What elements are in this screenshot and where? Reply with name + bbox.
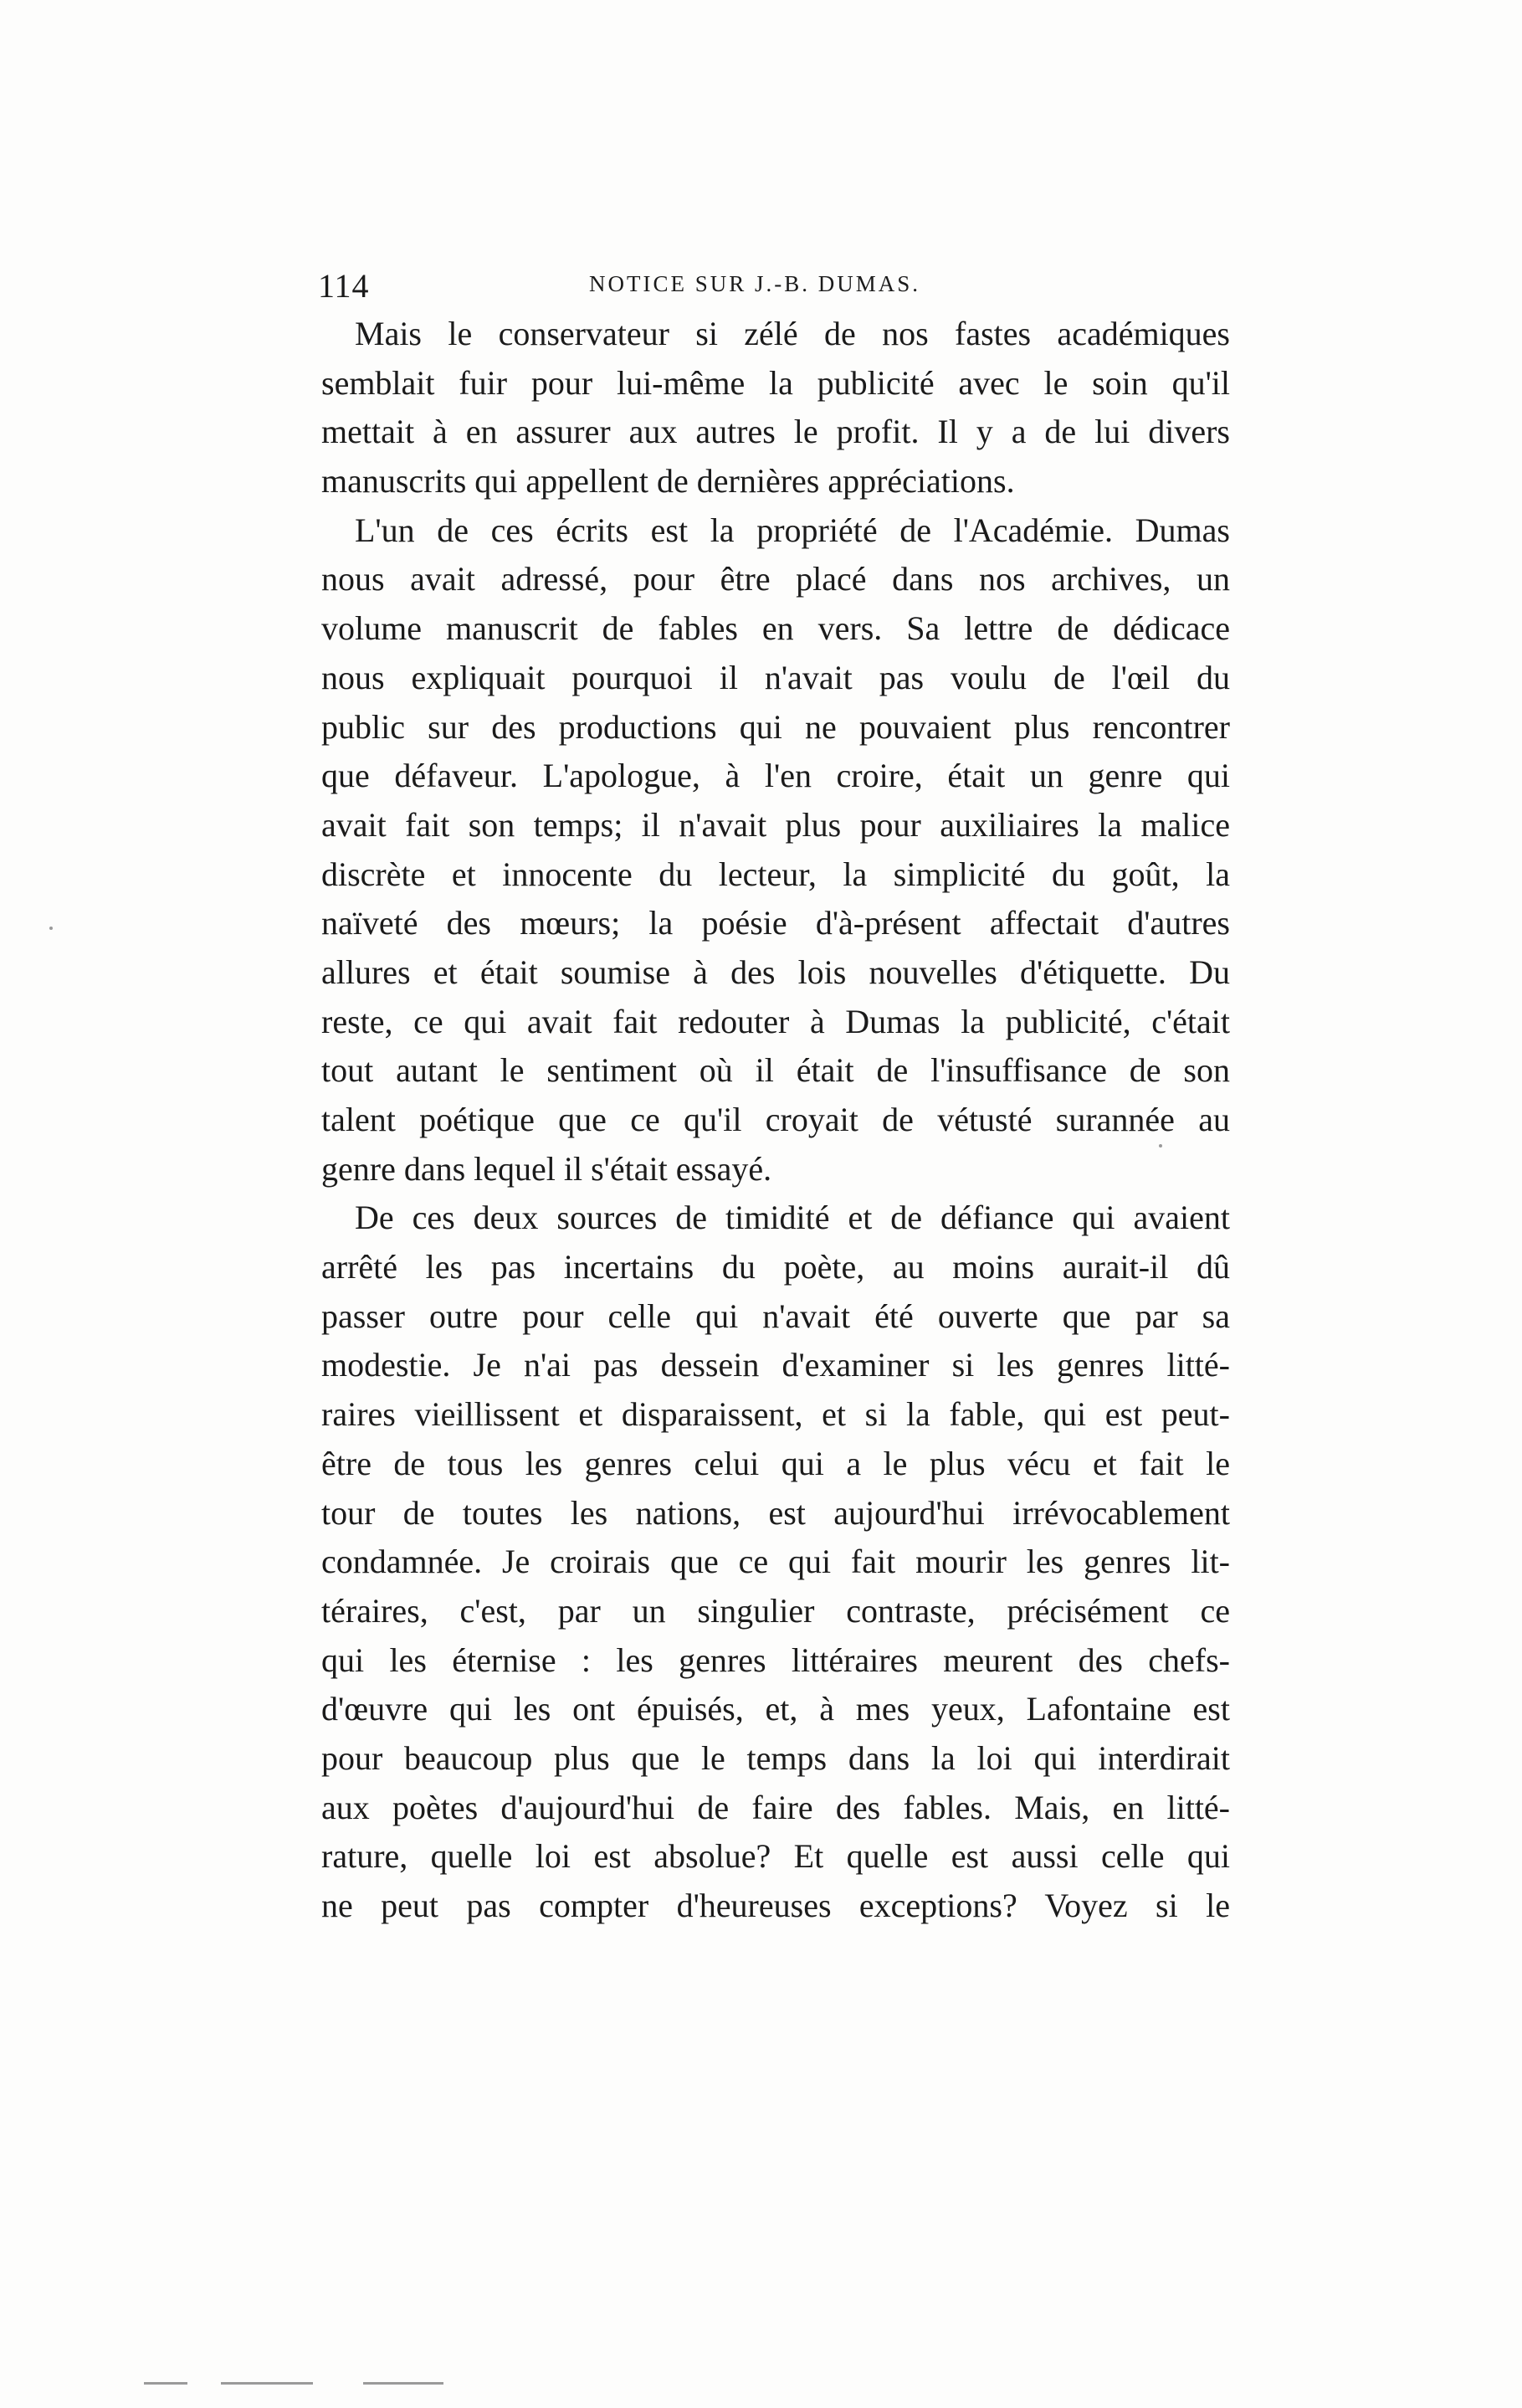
text-line: modestie. Je n'ai pas dessein d'examiner si les genres litté- bbox=[321, 1346, 1230, 1384]
text-line: d'œuvre qui les ont épuisés, et, à mes yeux, Lafontaine est bbox=[321, 1690, 1230, 1728]
text-line: allures et était soumise à des lois nouvelles d'étiquette. Du bbox=[321, 952, 1230, 991]
page-number: 114 bbox=[318, 267, 370, 305]
running-head-title: NOTICE SUR J.-B. DUMAS. bbox=[589, 271, 921, 296]
body-text bbox=[321, 310, 1230, 1931]
scan-mark bbox=[363, 2382, 443, 2385]
text-line: public sur des productions qui ne pouvaient plus rencontrer bbox=[321, 707, 1230, 746]
text-line: qui les éternise : les genres littéraires meurent des chefs- bbox=[321, 1640, 1230, 1679]
text-line: condamnée. Je croirais que ce qui fait mourir les genres lit- bbox=[321, 1543, 1230, 1581]
text-line: mettait à en assurer aux autres le profit. Il y a de lui divers bbox=[321, 413, 1230, 451]
text-line: De ces deux sources de timidité et de défiance qui avaient bbox=[355, 1199, 1230, 1237]
text-line: rature, quelle loi est absolue? Et quelle est aussi celle qui bbox=[321, 1837, 1230, 1876]
text-line: être de tous les genres celui qui a le plus vécu et fait le bbox=[321, 1444, 1230, 1482]
text-line: pour beaucoup plus que le temps dans la loi qui interdirait bbox=[321, 1738, 1230, 1777]
text-line: L'un de ces écrits est la propriété de l'Académie. Dumas bbox=[355, 511, 1230, 549]
text-line: arrêté les pas incertains du poète, au moins aurait-il dû bbox=[321, 1248, 1230, 1286]
scan-mark bbox=[144, 2382, 187, 2385]
text-line: naïveté des mœurs; la poésie d'à-présent affectait d'autres bbox=[321, 904, 1230, 942]
scan-mark bbox=[221, 2382, 313, 2385]
running-head bbox=[318, 266, 1230, 308]
text-line: raires vieillissent et disparaissent, et si la fable, qui est peut- bbox=[321, 1395, 1230, 1434]
scan-edge-marks bbox=[144, 2382, 445, 2385]
text-line: tout autant le sentiment où il était de l'insuffisance de son bbox=[321, 1051, 1230, 1090]
text-line: semblait fuir pour lui-même la publicité avec le soin qu'il bbox=[321, 363, 1230, 402]
text-line: téraires, c'est, par un singulier contraste, précisément ce bbox=[321, 1591, 1230, 1630]
text-line: volume manuscrit de fables en vers. Sa lettre de dédicace bbox=[321, 609, 1230, 648]
text-line: aux poètes d'aujourd'hui de faire des fables. Mais, en litté- bbox=[321, 1788, 1230, 1826]
text-line: que défaveur. L'apologue, à l'en croire, était un genre qui bbox=[321, 757, 1230, 795]
text-line: tour de toutes les nations, est aujourd'hui irrévocablement bbox=[321, 1493, 1230, 1532]
text-line: genre dans lequel il s'était essayé. bbox=[321, 1149, 772, 1188]
text-line: passer outre pour celle qui n'avait été ouverte que par sa bbox=[321, 1296, 1230, 1335]
paper-speck bbox=[49, 927, 53, 930]
text-line: discrète et innocente du lecteur, la simplicité du goût, la bbox=[321, 855, 1230, 893]
text-line: manuscrits qui appellent de dernières appréciations. bbox=[321, 462, 1015, 501]
text-line: ne peut pas compter d'heureuses exceptions? Voyez si le bbox=[321, 1887, 1230, 1924]
text-line: nous avait adressé, pour être placé dans nos archives, un bbox=[321, 560, 1230, 598]
paper-speck bbox=[1159, 1144, 1162, 1148]
text-line: Mais le conservateur si zélé de nos fastes académiques bbox=[355, 315, 1230, 352]
text-line: reste, ce qui avait fait redouter à Dumas la publicité, c'était bbox=[321, 1002, 1230, 1040]
text-line: talent poétique que ce qu'il croyait de vétusté surannée au bbox=[321, 1101, 1230, 1138]
text-line: nous expliquait pourquoi il n'avait pas voulu de l'œil du bbox=[321, 658, 1230, 696]
text-line: avait fait son temps; il n'avait plus pour auxiliaires la malice bbox=[321, 805, 1230, 844]
